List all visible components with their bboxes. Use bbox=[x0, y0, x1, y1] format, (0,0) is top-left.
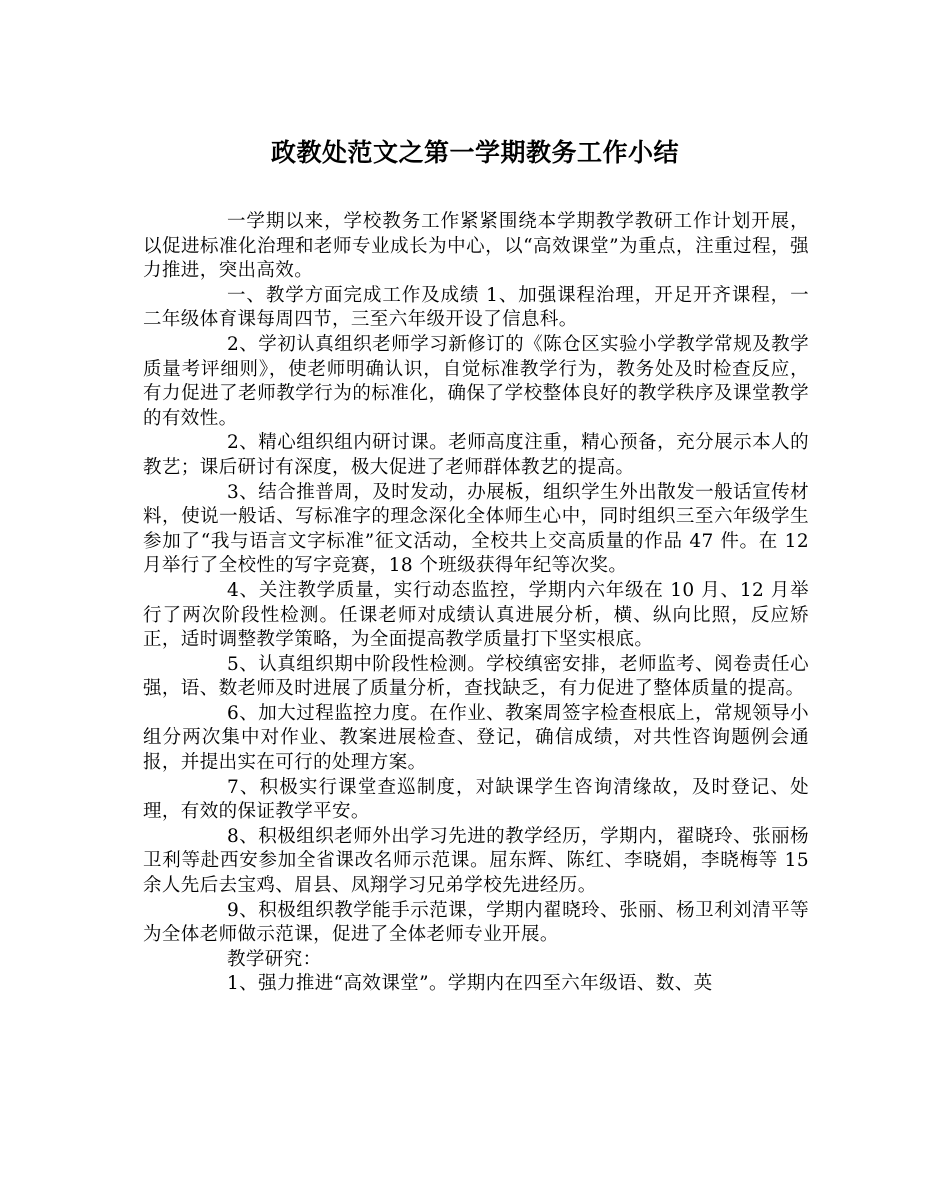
paragraph-external-learning: 8、积极组织老师外出学习先进的教学经历，学期内，翟晓玲、张丽杨卫利等赴西安参加全省课改名师示范课。屈东辉、陈红、李晓娟，李晓梅等 15 余人先后去宝鸡、眉县、凤翔学习兄弟学校先进经历。 bbox=[143, 825, 809, 897]
paragraph-quality-monitoring: 4、关注教学质量，实行动态监控，学期内六年级在 10 月、12 月举行了两次阶段性检测。任课老师对成绩认真进展分析，横、纵向比照，反应矫正，适时调整教学策略，为全面提高教学质量打下坚实根底。 bbox=[143, 579, 809, 651]
paragraph-mandarin-week: 3、结合推普周，及时发动，办展板，组织学生外出散发一般话宣传材料，使说一般话、写标准字的理念深化全体师生心中，同时组织三至六年级学生参加了“我与语言文字标准”征文活动，全校共上交高质量的作品 47 件。在 12 月举行了全校性的写字竞赛，18 个班级获得年纪等次奖。 bbox=[143, 481, 809, 577]
document-body bbox=[143, 210, 809, 997]
paragraph-efficient-classroom: 1、强力推进“高效课堂”。学期内在四至六年级语、数、英 bbox=[227, 973, 713, 995]
paragraph-process-supervision: 6、加大过程监控力度。在作业、教案周签字检查根底上，常规领导小组分两次集中对作业、教案进展检查、登记，确信成绩，对共性咨询题例会通报，并提出实在可行的处理方案。 bbox=[143, 702, 809, 774]
paragraph-research-heading: 教学研究： bbox=[227, 948, 322, 970]
paragraph-seminar-lessons: 2、精心组织组内研讨课。老师高度注重，精心预备，充分展示本人的教艺；课后研讨有深度，极大促进了老师群体教艺的提高。 bbox=[143, 432, 809, 478]
paragraph-teaching-achievements: 一、教学方面完成工作及成绩 1、加强课程治理，开足开齐课程，一二年级体育课每周四节，三至六年级开设了信息科。 bbox=[143, 284, 809, 331]
paragraph-class-patrol: 7、积极实行课堂查巡制度，对缺课学生咨询清缘故，及时登记、处理，有效的保证教学平安。 bbox=[143, 776, 809, 823]
paragraph-intro: 一学期以来，学校教务工作紧紧围绕本学期教学教研工作计划开展，以促进标准化治理和老师专业成长为中心，以“高效课堂”为重点，注重过程，强力推进，突出高效。 bbox=[143, 211, 809, 282]
document-title: 政教处范文之第一学期教务工作小结 bbox=[270, 138, 679, 167]
paragraph-midterm-testing: 5、认真组织期中阶段性检测。学校缜密安排，老师监考、阅卷责任心强，语、数老师及时进展了质量分析，查找缺乏，有力促进了整体质量的提高。 bbox=[143, 653, 809, 700]
paragraph-teaching-standards: 2、学初认真组织老师学习新修订的《陈仓区实验小学教学常规及教学质量考评细则》，使老师明确认识，自觉标准教学行为，教务处及时检查反应，有力促进了老师教学行为的标准化，确保了学校整体良好的教学秩序及课堂教学的有效性。 bbox=[143, 333, 809, 429]
paragraph-demonstration-lessons: 9、积极组织教学能手示范课，学期内翟晓玲、张丽、杨卫利刘清平等为全体老师做示范课，促进了全体老师专业开展。 bbox=[143, 899, 809, 946]
